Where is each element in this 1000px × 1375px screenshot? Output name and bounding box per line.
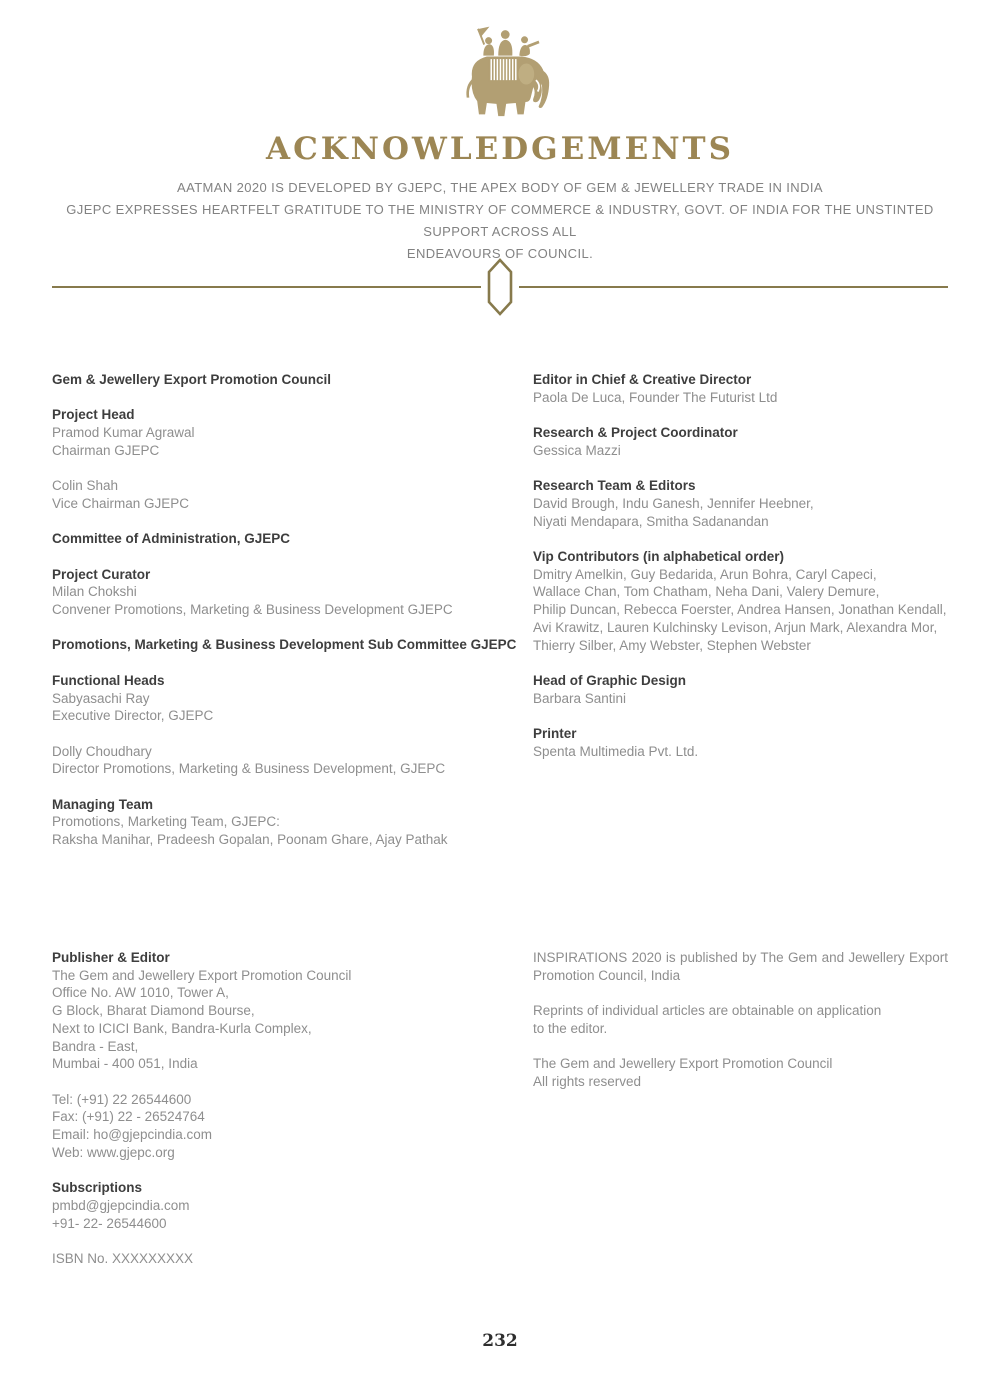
- imprint-line: The Gem and Jewellery Export Promotion Council: [533, 1056, 833, 1072]
- imprint-line: Promotion Council, India: [533, 967, 681, 983]
- credit-block: [533, 424, 948, 459]
- credit-heading: Functional Heads: [52, 672, 165, 688]
- imprint-right-column: [533, 949, 948, 1285]
- credit-line: Spenta Multimedia Pvt. Ltd.: [533, 743, 699, 759]
- credit-line: Vice Chairman GJEPC: [52, 495, 190, 511]
- imprint-heading: Subscriptions: [52, 1180, 143, 1196]
- credit-line: Gessica Mazzi: [533, 442, 621, 458]
- credit-block: [533, 371, 948, 406]
- intro-line: ENDEAVOURS OF COUNCIL.: [406, 246, 594, 261]
- imprint-line: Reprints of individual articles are obtainable on application: [533, 1003, 882, 1019]
- credit-heading: Research & Project Coordinator: [533, 425, 738, 441]
- rights-block: [533, 1055, 948, 1090]
- imprint-line: Bandra - East,: [52, 1038, 139, 1054]
- credit-line: Avi Krawitz, Lauren Kulchinsky Levison, Arjun Mark, Alexandra Mor,: [533, 619, 938, 635]
- credit-block: [533, 672, 948, 707]
- credits-left-column: [52, 371, 533, 867]
- credit-block: [52, 743, 533, 778]
- imprint-line: Mumbai - 400 051, India: [52, 1056, 198, 1072]
- marquise-ornament-icon: [482, 257, 518, 317]
- contact-block: [52, 1091, 533, 1162]
- elephant-riders-logo: [443, 20, 557, 128]
- credit-line: Executive Director, GJEPC: [52, 708, 214, 724]
- credit-block: [52, 477, 533, 512]
- page-title: ACKNOWLEDGEMENTS: [266, 131, 734, 167]
- credit-line: Chairman GJEPC: [52, 442, 160, 458]
- credit-heading: Gem & Jewellery Export Promotion Council: [52, 372, 332, 387]
- reprints-note-block: [533, 1002, 948, 1037]
- imprint-heading: Publisher & Editor: [52, 950, 170, 965]
- credit-line: Wallace Chan, Tom Chatham, Neha Dani, Valery Demure,: [533, 584, 880, 600]
- credit-line: Barbara Santini: [533, 690, 627, 706]
- credit-line: Dolly Choudhary: [52, 743, 152, 759]
- credit-heading: Head of Graphic Design: [533, 672, 687, 688]
- imprint-line: INSPIRATIONS 2020 is published by The Gem and Jewellery Export: [533, 950, 948, 965]
- intro-paragraph: [40, 177, 960, 265]
- subscription-phone-line: +91- 22- 26544600: [52, 1215, 167, 1231]
- credit-heading: Editor in Chief & Creative Director: [533, 372, 752, 387]
- imprint-line: The Gem and Jewellery Export Promotion Council: [52, 967, 352, 983]
- page-number: 232: [482, 1331, 518, 1351]
- credit-line: Niyati Mendapara, Smitha Sadanandan: [533, 513, 769, 529]
- subscription-email-line: pmbd@gjepcindia.com: [52, 1197, 190, 1213]
- credit-heading: Research Team & Editors: [533, 478, 696, 494]
- intro-line: AATMAN 2020 IS DEVELOPED BY GJEPC, THE APEX BODY OF GEM & JEWELLERY TRADE IN INDIA: [177, 180, 823, 195]
- credit-block: [52, 530, 533, 548]
- divider-rule-right: [519, 286, 948, 288]
- credit-block: [52, 636, 533, 654]
- ornamental-divider: [52, 257, 948, 317]
- email-line: Email: ho@gjepcindia.com: [52, 1127, 213, 1143]
- imprint-left-column: [52, 949, 533, 1285]
- credit-line: Paola De Luca, Founder The Futurist Ltd: [533, 389, 778, 405]
- imprint-block: [52, 949, 533, 1073]
- credit-block: [533, 477, 948, 530]
- credit-line: Sabyasachi Ray: [52, 690, 150, 706]
- credit-block: [533, 725, 948, 760]
- credit-line: Dmitry Amelkin, Guy Bedarida, Arun Bohra, Caryl Capeci,: [533, 566, 877, 582]
- isbn-line: ISBN No. XXXXXXXXX: [52, 1250, 194, 1266]
- credit-line: David Brough, Indu Ganesh, Jennifer Heebner,: [533, 495, 814, 511]
- credit-block: [52, 566, 533, 619]
- credit-heading: Vip Contributors (in alphabetical order): [533, 548, 785, 564]
- credit-heading: Managing Team: [52, 796, 154, 812]
- credit-line: Convener Promotions, Marketing & Business Development GJEPC: [52, 602, 453, 618]
- intro-line: GJEPC EXPRESSES HEARTFELT GRATITUDE TO THE MINISTRY OF COMMERCE & INDUSTRY, GOVT. OF INDIA FOR THE UNSTINTED SUPPORT ACROSS ALL: [66, 202, 934, 239]
- subscriptions-block: [52, 1179, 533, 1232]
- website-line: Web: www.gjepc.org: [52, 1144, 175, 1160]
- imprint-line: G Block, Bharat Diamond Bourse,: [52, 1003, 255, 1019]
- credit-line: Thierry Silber, Amy Webster, Stephen Webster: [533, 637, 811, 653]
- telephone-line: Tel: (+91) 22 26544600: [52, 1091, 192, 1107]
- credit-heading: Project Head: [52, 407, 135, 423]
- imprint-line: to the editor.: [533, 1020, 608, 1036]
- credit-block: [52, 796, 533, 849]
- credit-line: Milan Chokshi: [52, 584, 137, 600]
- credit-line: Pramod Kumar Agrawal: [52, 425, 195, 441]
- isbn-block: [52, 1250, 533, 1268]
- credit-line: Director Promotions, Marketing & Business Development, GJEPC: [52, 761, 446, 777]
- credit-heading: Promotions, Marketing & Business Development Sub Committee GJEPC: [52, 637, 517, 653]
- credit-line: Colin Shah: [52, 478, 119, 494]
- credit-block: [52, 406, 533, 459]
- credit-line: Promotions, Marketing Team, GJEPC:: [52, 814, 280, 830]
- credit-line: Raksha Manihar, Pradeesh Gopalan, Poonam Ghare, Ajay Pathak: [52, 832, 448, 848]
- credits-right-column: [533, 371, 948, 867]
- imprint-line: Next to ICICI Bank, Bandra-Kurla Complex,: [52, 1020, 312, 1036]
- publication-note-block: [533, 949, 948, 984]
- credit-heading: Project Curator: [52, 566, 151, 582]
- fax-line: Fax: (+91) 22 - 26524764: [52, 1109, 205, 1125]
- credits-section: [52, 371, 948, 867]
- credit-block: [533, 548, 948, 654]
- credit-line: Philip Duncan, Rebecca Foerster, Andrea Hansen, Jonathan Kendall,: [533, 602, 947, 618]
- credit-block: [52, 672, 533, 725]
- imprint-line: Office No. AW 1010, Tower A,: [52, 985, 229, 1001]
- credit-block: [52, 371, 533, 389]
- imprint-line: All rights reserved: [533, 1073, 642, 1089]
- credit-heading: Printer: [533, 725, 577, 741]
- imprint-section: [52, 949, 948, 1285]
- divider-rule-left: [52, 286, 481, 288]
- credit-heading: Committee of Administration, GJEPC: [52, 531, 291, 547]
